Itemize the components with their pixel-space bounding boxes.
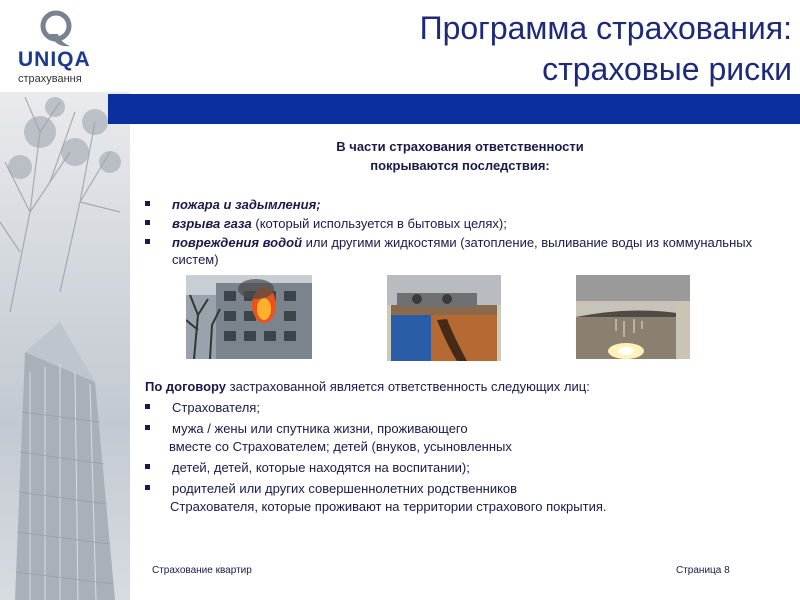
risk-detail: или другими жидкостями (затопление, выливание воды из коммунальных систем) [172, 235, 753, 267]
bullet-icon [145, 425, 150, 430]
fire-building-photo [186, 275, 312, 359]
persons-list [145, 399, 785, 516]
gas-stove-photo [387, 275, 501, 361]
header-band [108, 94, 800, 124]
person-text: детей, детей, которые находятся на воспитании); [172, 460, 470, 475]
subheading-line-2: покрываются последствия: [370, 158, 550, 173]
persons-intro-rest: застрахованной является ответственность следующих лиц: [226, 379, 590, 394]
bullet-icon [145, 220, 150, 225]
person-text-continued: Страхователя, которые проживают на территории страхового покрытия. [170, 499, 607, 514]
title-line-1: Программа страхования: [419, 10, 792, 46]
uniqa-q-mark-icon [36, 8, 76, 48]
insured-persons-section [145, 378, 785, 516]
section-subheading [260, 137, 660, 175]
person-item [145, 459, 785, 477]
persons-intro [145, 378, 785, 396]
risks-list [145, 196, 785, 270]
person-text-continued: вместе со Страхователем; детей (внуков, усыновленных [169, 439, 512, 454]
person-item [145, 399, 785, 417]
side-decoration [0, 92, 130, 600]
person-text: мужа / жены или спутника жизни, проживающего [172, 421, 468, 436]
risk-item [145, 234, 785, 268]
person-text: Страхователя; [172, 400, 260, 415]
brand-tagline: страхування [18, 73, 82, 85]
bullet-icon [145, 239, 150, 244]
water-leak-ceiling-photo [576, 275, 690, 359]
uniqa-logo [14, 8, 96, 88]
risk-label: взрыва газа [172, 216, 252, 231]
subheading-line-1: В части страхования ответственности [336, 139, 584, 154]
bullet-icon [145, 464, 150, 469]
person-item [145, 420, 785, 456]
slide-title [272, 8, 792, 90]
person-text: родителей или других совершеннолетних родственников [172, 481, 518, 496]
footer-title: Страхование квартир [152, 565, 252, 576]
brand-name: UNIQA [18, 48, 91, 71]
bullet-icon [145, 201, 150, 206]
person-item [145, 480, 785, 516]
risk-item [145, 196, 785, 213]
title-line-2: страховые риски [542, 51, 792, 87]
bullet-icon [145, 404, 150, 409]
risk-item [145, 215, 785, 232]
risk-detail: (который используется в бытовых целях); [251, 216, 507, 231]
page-number: Страница 8 [676, 565, 730, 576]
persons-intro-bold: По договору [145, 379, 227, 394]
bullet-icon [145, 485, 150, 490]
risk-label: пожара и задымления; [172, 197, 321, 212]
risk-label: повреждения водой [172, 235, 303, 250]
